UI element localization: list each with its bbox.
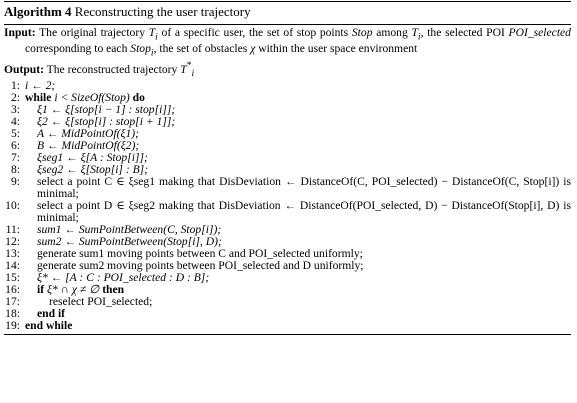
line-number: 2: — [10, 90, 20, 104]
line-text: ξseg1 ← ξ[A : Stop[i]]; — [37, 150, 148, 164]
line-text: A ← MidPointOf(ξ1); — [37, 126, 139, 140]
line-number: 16: — [5, 282, 20, 296]
line-text: ξ* ← [A : C : POI_selected : D : B]; — [37, 270, 210, 284]
line-text: generate sum1 moving points between C and POI_selected uniformly; — [37, 246, 363, 260]
line-number: 3: — [10, 102, 20, 116]
io-section — [4, 27, 571, 80]
header-rule — [4, 24, 571, 25]
keyword: then — [102, 282, 125, 296]
line-text: sum1 ← SumPointBetween(C, Stop[i]); — [37, 222, 222, 236]
input-sub: i — [150, 47, 154, 59]
line-text: ξseg2 ← ξ[Stop[i] : B]; — [37, 162, 149, 176]
line-number: 4: — [10, 114, 20, 128]
line-text: i ← 2; — [25, 78, 56, 92]
line-text: sum2 ← SumPointBetween(Stop[i], D); — [37, 234, 222, 248]
line-text: ξ2 ← ξ[stop[i] : stop[i + 1]]; — [37, 114, 176, 128]
algo-line — [4, 176, 571, 200]
line-text: generate sum2 moving points between POI_selected and D uniformly; — [37, 258, 364, 272]
line-text: ξ1 ← ξ[stop[i − 1] : stop[i]]; — [37, 102, 176, 116]
line-number: 7: — [10, 150, 20, 164]
line-text: reselect POI_selected; — [49, 294, 153, 308]
algo-line — [4, 308, 571, 320]
line-number: 17: — [5, 294, 20, 308]
line-number: 12: — [5, 234, 20, 248]
keyword: while — [25, 90, 52, 104]
algo-line — [4, 200, 571, 224]
line-text: select a point D ∈ ξseg2 making that DisDeviation ← DistanceOf(POI_selected, D) − DistanceOf(Stop[i], D) is minimal; — [37, 198, 571, 224]
line-number: 10: — [5, 198, 20, 212]
keyword: end if — [37, 306, 66, 320]
algorithm-title — [4, 2, 571, 22]
algorithm-body — [4, 80, 571, 332]
input-text: of a specific user, the set of stop points — [157, 26, 352, 39]
input-var: Stop — [351, 26, 373, 39]
line-number: 13: — [5, 246, 20, 260]
output-sup: * — [186, 59, 192, 71]
input-var: χ — [250, 42, 256, 56]
output-block — [4, 60, 571, 80]
input-text: within the user space environment — [255, 42, 418, 56]
line-text: i < SizeOf(Stop) — [51, 90, 133, 104]
input-text: , the set of obstacles — [153, 42, 251, 56]
input-var: T — [411, 26, 418, 39]
input-var: POI_selected — [508, 26, 571, 39]
output-var: T — [180, 62, 187, 76]
input-text: corresponding to each — [25, 42, 131, 56]
output-text: The reconstructed trajectory — [46, 62, 181, 76]
output-label: Output: — [4, 62, 44, 76]
line-number: 18: — [5, 306, 20, 320]
line-number: 15: — [5, 270, 20, 284]
bottom-rule — [4, 334, 571, 335]
output-sub: i — [191, 67, 195, 79]
line-number: 11: — [5, 222, 20, 236]
input-text: among — [372, 26, 412, 39]
line-number: 6: — [10, 138, 20, 152]
algo-line — [4, 320, 571, 332]
input-var: Stop — [130, 42, 151, 56]
input-var: T — [148, 26, 156, 39]
line-number: 1: — [10, 78, 20, 92]
input-text: The original trajectory — [39, 26, 149, 39]
line-text: ξ* ∩ χ ≠ ∅ — [44, 282, 103, 296]
keyword: do — [132, 90, 145, 104]
input-label: Input: — [4, 26, 36, 39]
line-number: 5: — [10, 126, 20, 140]
line-number: 9: — [10, 174, 20, 188]
line-number: 19: — [5, 318, 20, 332]
input-text: , the selected POI — [420, 26, 505, 39]
line-text: select a point C ∈ ξseg1 making that DisDeviation ← DistanceOf(C, POI_selected) − DistanceOf(C, Stop[i]) is minimal; — [37, 174, 571, 200]
keyword: end while — [25, 318, 73, 332]
input-block — [4, 27, 571, 60]
algorithm-label: Algorithm 4 — [4, 4, 72, 19]
input-sub: i — [417, 31, 421, 43]
algorithm-title-text: Reconstructing the user trajectory — [74, 4, 251, 19]
line-number: 8: — [10, 162, 20, 176]
keyword: if — [37, 282, 45, 296]
algo-line — [4, 296, 571, 308]
line-text: B ← MidPointOf(ξ2); — [37, 138, 140, 152]
line-number: 14: — [5, 258, 20, 272]
input-sub: i — [155, 31, 158, 43]
algorithm-box — [0, 1, 577, 403]
